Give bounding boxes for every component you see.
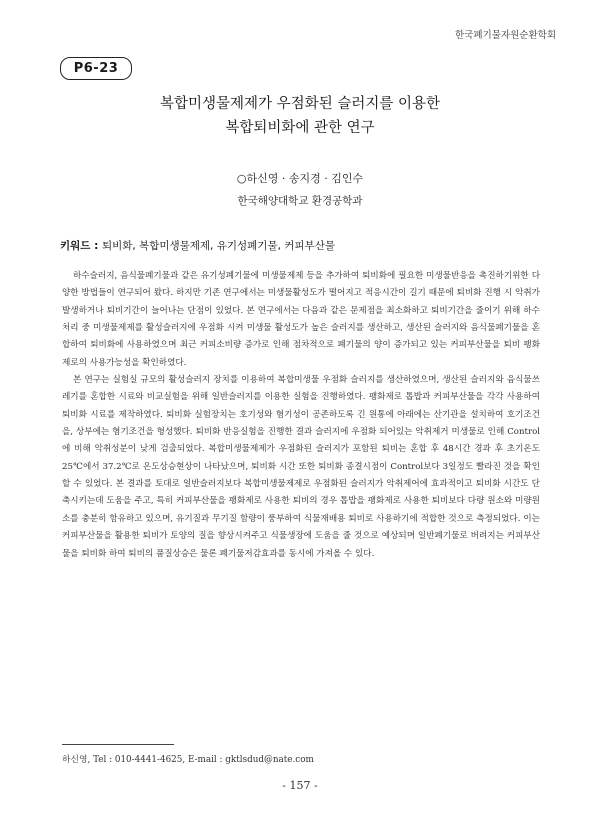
header-organization: 한국폐기물자원순환학회 (455, 30, 556, 41)
paper-title (60, 92, 540, 140)
keywords (60, 238, 540, 253)
keywords-values: 퇴비화, 복합미생물제제, 유기성폐기물, 커피부산물 (101, 240, 335, 252)
authors: ○하신영 · 송지경 · 김인수 (236, 172, 364, 185)
abstract-paragraph-2: 본 연구는 실험실 규모의 활성슬러지 장치를 이용하여 복합미생물 우점화 슬러지를 생산하였으며, 생산된 슬러지와 음식물쓰레기를 혼합한 시료와 비교실험을 위해 일반슬러지를 이용한 실험을 진행하였다. 팽화제로 톱밥과 커피부산물을 각각 사용하여 퇴비화 시료를 제작하였다. 퇴비화 실험장치는 호기성와 혐기성이 공존하도록 긴 원통에 아래에는 산기관을 설치하여 호기조건을, 상부에는 혐기조건을 형성했다. 퇴비화 반응실험을 진행한 결과 슬러지에 우점화 되어있는 악취제거 미생물로 인해 Control에 비해 악취성분이 낮게 검출되었다. 복합미생물제제가 우점화된 슬러지가 포함된 퇴비는 혼합 후 48시간 경과 후 초기온도 25℃에서 37.2℃로 온도상승현상이 나타났으며, 퇴비화 시간 또한 퇴비화 종결시점이 Control보다 3일정도 빨라진 것을 확인할 수 있었다. 본 결과를 토대로 일반슬러지보다 복합미생물제제로 우점화된 슬러지가 악취제어에 효과적이고 퇴비화 시간도 단축시키는데 도움을 주고, 특히 커피부산물을 팽화제로 사용한 퇴비의 경우 톱밥을 팽화제로 사용한 퇴비보다 다량 원소와 미량원소를 충분히 함유하고 있으며, 유기질과 무기질 함량이 풍부하여 식물재배용 퇴비로 사용하기에 적합한 것으로 측정되었다. 이는 커피부산물을 활용한 퇴비가 토양의 질을 향상시켜주고 식물생장에 도움을 줄 것으로 예상되며 일반폐기물로 버려지는 커피부산물을 퇴비화 하여 퇴비의 품질상승은 물론 폐기물저감효과를 동시에 가져올 수 있다. (62, 375, 540, 559)
abstract-paragraph-1: 하수슬러지, 음식물폐기물과 같은 유기성폐기물에 미생물제제 등을 추가하여 퇴비화에 필요한 미생물반응을 촉진하기위한 다양한 방법들이 연구되어 왔다. 하지만 기존 연구에서는 미생물활성도가 떨어지고 적응시간이 길기 때문에 퇴비화 진행 시 악취가 발생하거나 퇴비기간이 늘어나는 단점이 있었다. 본 연구에서는 다음과 같은 문제점을 최소화하고 퇴비기간을 줄이기 위해 하수처리 중 미생물제제를 활성슬러지에 우점화 시켜 미생물 활성도가 높은 슬러지를 생산하고, 생산된 슬러지와 음식물폐기물을 혼합하여 퇴비화에 사용하였으며 최근 커피소비량 증가로 인해 점차적으로 폐기물의 양이 증가되고 있는 커피부산물을 퇴비 팽화제로의 사용가능성을 확인하였다. (62, 271, 540, 368)
title-line-2: 복합퇴비화에 관한 연구 (225, 120, 375, 136)
title-line-1: 복합미생물제제가 우점화된 슬러지를 이용한 (160, 96, 440, 112)
footnote-divider (62, 744, 174, 745)
abstract-body (62, 268, 540, 563)
footnote-contact: 하신영, Tel : 010-4441-4625, E-mail : gktlsdud@nate.com (62, 755, 314, 765)
page-number: - 157 - (282, 779, 318, 792)
keywords-label: 키워드 : (60, 240, 102, 252)
paper-code-badge: P6-23 (60, 57, 132, 80)
affiliation: 한국해양대학교 환경공학과 (237, 195, 363, 207)
